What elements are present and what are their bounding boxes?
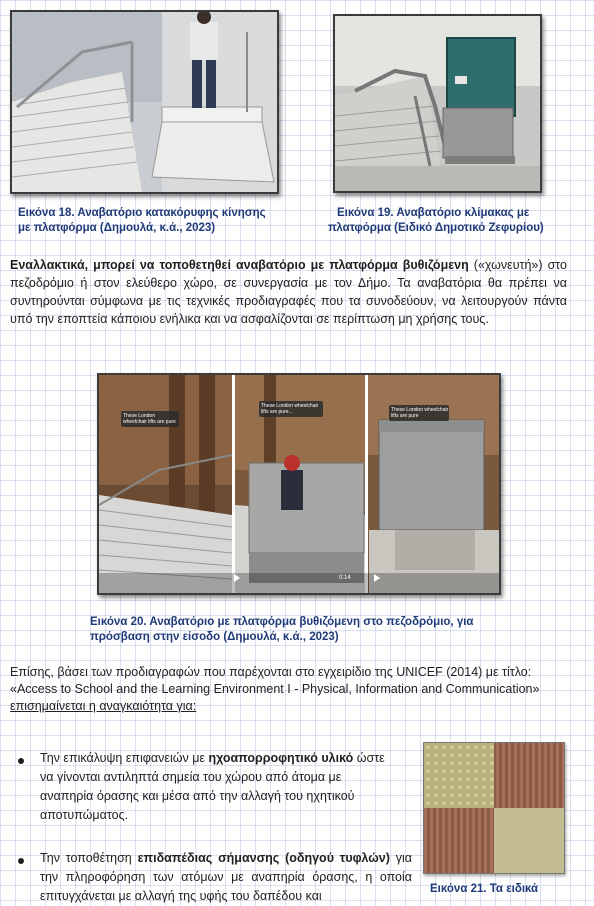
paragraph-unicef-underlined: επισημαίνεται η αναγκαιότητα για: — [10, 699, 197, 713]
bullet-1-bold: ηχοαπορροφητικό υλικό — [208, 751, 354, 765]
bullet-dot-1 — [18, 758, 24, 764]
figure-21-caption-line1: Εικόνα 21. Τα ειδικά — [430, 883, 539, 895]
paragraph-sunken-lift-body: («χωνευτή») στο πεζοδρόμιο ή στον ελεύθερο χώρο, σε συνεργασία με τον Δήμο. Τα αναβατόρια θα πρέπει να συντηρούνται σύμφωνα με τις τεχνικές προδιαγραφές που τα συνοδεύουν, να λειτουργούν πάντα υπό την εποπτεία κάποιου ενήλικα και να ασφαλίζονται σε περίπτωση μη χρήσης τους. — [10, 258, 567, 326]
bullet-2-bold: επιδαπέδιας σήμανσης (οδηγού τυφλών) — [137, 851, 390, 865]
figure-19-caption — [328, 206, 575, 236]
bullet-1-before: Την επικάλυψη επιφανειών με — [40, 751, 209, 765]
paragraph-unicef-text: Επίσης, βάσει των προδιαγραφών που παρέχονται στο εγχειρίδιο της UNICEF (2014) με τίτλο: «Access to School and the Learning Environment I - Physical, Information and Communication» — [10, 665, 540, 696]
figure-18-caption-line1: Εικόνα 18. Αναβατόριο κατακόρυφης κίνησης — [18, 207, 266, 219]
bullet-2-before: Την τοποθέτηση — [40, 851, 138, 865]
bullet-dot-2 — [18, 858, 24, 864]
figure-21-tiles-photo — [423, 742, 565, 874]
platform-lift-photo — [12, 12, 277, 192]
figure-20-caption — [90, 615, 510, 645]
tactile-tiles-image — [424, 743, 564, 873]
video-label-1: These London wheelchair lifts are pure — [123, 413, 176, 425]
play-icon-1[interactable] — [234, 574, 240, 582]
bullet-item-1 — [40, 749, 395, 825]
paragraph-sunken-lift-lead: Εναλλακτικά, μπορεί να τοποθετηθεί αναβατόριο με πλατφόρμα βυθιζόμενη — [10, 258, 469, 272]
stair-lift-photo — [335, 16, 540, 191]
figure-21-caption — [430, 882, 570, 897]
figure-19-photo — [333, 14, 542, 193]
bullet-2-after: για την πληροφόρηση των ατόμων με αναπηρία όρασης, η οποία επιτυγχάνεται με αλλαγή της υφής του δαπέδου και — [40, 851, 412, 903]
figure-20-caption-line2: πρόσβαση στην είσοδο (Δημουλά, κ.ά., 2023) — [90, 631, 339, 643]
figure-20-caption-line1: Εικόνα 20. Αναβατόριο με πλατφόρμα βυθιζόμενη στο πεζοδρόμιο, για — [90, 616, 474, 628]
video-label-3: These London wheelchair lifts are pure — [391, 407, 449, 419]
video-label-2: These London wheelchair lifts are pure... — [261, 403, 319, 415]
figure-20-photo — [97, 373, 501, 595]
paragraph-unicef — [10, 664, 570, 715]
figure-19-caption-line1: Εικόνα 19. Αναβατόριο κλίμακας με — [337, 207, 530, 219]
bullet-1-after: ώστε να γίνονται αντιληπτά σημεία του χώρου από άτομα με αναπηρία όρασης και μέσα από την αλλαγή του ηχητικού αποτυπώματος. — [40, 751, 385, 822]
figure-18-photo — [10, 10, 279, 194]
figure-19-caption-line2: πλατφόρμα (Ειδικό Δημοτικό Ζεφυρίου) — [328, 222, 544, 234]
play-icon-2[interactable] — [374, 574, 380, 582]
paragraph-sunken-lift — [10, 256, 567, 328]
figure-18-caption — [18, 206, 308, 236]
figure-18-caption-line2: με πλατφόρμα (Δημουλά, κ.ά., 2023) — [18, 222, 216, 234]
video-time-2: 0:14 — [339, 575, 351, 581]
bullet-item-2 — [40, 849, 412, 906]
